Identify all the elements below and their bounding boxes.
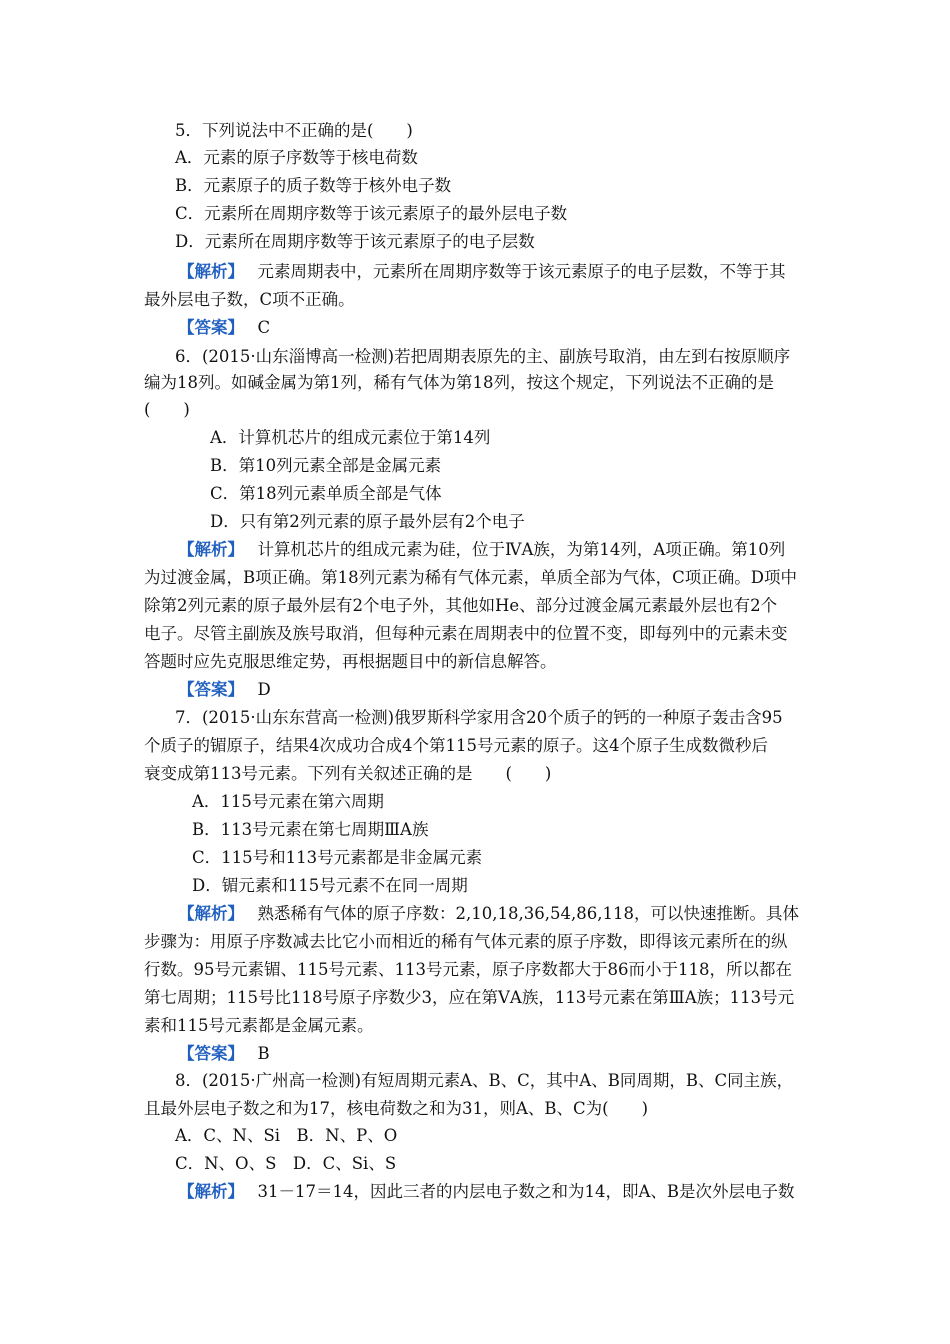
answer-tag: 【答案】 (178, 1044, 236, 1063)
q7-stem-line-1: 7．(2015·山东东营高一检测)俄罗斯科学家用含20个质子的钙的一种原子轰击含95 (175, 708, 783, 727)
q6-analysis-text: 计算机芯片的组成元素为硅，位于ⅣA族，为第14列，A项正确。第10列 (257, 540, 786, 559)
q7-analysis-line-2: 步骤为：用原子序数减去比它小而相近的稀有气体元素的原子序数，即得该元素所在的纵 (144, 932, 788, 951)
q6-answer: D (257, 680, 271, 699)
q6-option-b: B．第10列元素全部是金属元素 (210, 456, 442, 475)
q6-stem-line-3: ( ) (144, 400, 190, 419)
answer-tag: 【答案】 (178, 680, 236, 699)
q6-analysis-line-1 (178, 540, 785, 560)
analysis-tag: 【解析】 (178, 1182, 236, 1201)
q8-options-line-2: C．N、O、S D．C、Si、S (175, 1154, 397, 1173)
q7-analysis-line-4: 第七周期；115号比118号原子序数少3，应在第ⅤA族，113号元素在第ⅢA族；113号元 (144, 988, 795, 1007)
q6-analysis-line-2: 为过渡金属，B项正确。第18列元素为稀有气体元素，单质全部为气体，C项正确。D项中 (144, 568, 797, 587)
q5-option-b: B．元素原子的质子数等于核外电子数 (175, 176, 452, 195)
q7-option-d: D．镅元素和115号元素不在同一周期 (192, 876, 468, 895)
q7-stem-line-2: 个质子的镅原子，结果4次成功合成4个第115号元素的原子。这4个原子生成数微秒后 (144, 736, 768, 755)
q6-answer-line (178, 680, 271, 700)
q6-analysis-line-4: 电子。尽管主副族及族号取消，但每种元素在周期表中的位置不变，即每列中的元素未变 (144, 624, 788, 643)
answer-tag: 【答案】 (178, 318, 236, 337)
q5-stem: 5．下列说法中不正确的是( ) (175, 121, 413, 140)
q8-stem-line-1: 8．(2015·广州高一检测)有短周期元素A、B、C，其中A、B同周期，B、C同主族， (175, 1071, 794, 1090)
analysis-tag: 【解析】 (178, 904, 236, 923)
q8-analysis-text: 31－17＝14，因此三者的内层电子数之和为14，即A、B是次外层电子数 (257, 1182, 795, 1201)
q6-option-c: C．第18列元素单质全部是气体 (210, 484, 442, 503)
q6-option-d: D．只有第2列元素的原子最外层有2个电子 (210, 512, 525, 531)
q5-option-a: A．元素的原子序数等于核电荷数 (175, 148, 418, 167)
q6-stem-line-1: 6．(2015·山东淄博高一检测)若把周期表原先的主、副族号取消，由左到右按原顺序 (175, 347, 791, 366)
q7-analysis-line-1 (178, 904, 799, 924)
analysis-tag: 【解析】 (178, 262, 236, 281)
q5-answer-line (178, 318, 270, 338)
q8-stem-line-2: 且最外层电子数之和为17，核电荷数之和为31，则A、B、C为( ) (144, 1099, 649, 1118)
analysis-tag: 【解析】 (178, 540, 236, 559)
q6-analysis-line-5: 答题时应先克服思维定势，再根据题目中的新信息解答。 (144, 652, 557, 671)
q5-analysis-line-2: 最外层电子数，C项不正确。 (144, 290, 355, 309)
q7-option-a: A．115号元素在第六周期 (192, 792, 384, 811)
q7-option-c: C．115号和113号元素都是非金属元素 (192, 848, 483, 867)
q8-analysis-line-1 (178, 1182, 795, 1202)
q7-analysis-line-3: 行数。95号元素镅、115号元素、113号元素，原子序数都大于86而小于118，所以都在 (144, 960, 792, 979)
q6-option-a: A．计算机芯片的组成元素位于第14列 (210, 428, 491, 447)
q5-option-d: D．元素所在周期序数等于该元素原子的电子层数 (175, 232, 535, 251)
q5-option-c: C．元素所在周期序数等于该元素原子的最外层电子数 (175, 204, 568, 223)
q6-analysis-line-3: 除第2列元素的原子最外层有2个电子外，其他如He、部分过渡金属元素最外层也有2个 (144, 596, 778, 615)
q7-stem-line-3: 衰变成第113号元素。下列有关叙述正确的是 ( ) (144, 764, 552, 783)
q7-analysis-line-5: 素和115号元素都是金属元素。 (144, 1016, 374, 1035)
q7-answer: B (257, 1044, 270, 1063)
q8-options-line-1: A．C、N、Si B．N、P、O (175, 1126, 398, 1145)
q6-stem-line-2: 编为18列。如碱金属为第1列，稀有气体为第18列，按这个规定，下列说法不正确的是 (144, 373, 774, 392)
q5-analysis-text: 元素周期表中，元素所在周期序数等于该元素原子的电子层数，不等于其 (257, 262, 786, 281)
q5-analysis-line-1 (178, 262, 786, 282)
q7-analysis-text: 熟悉稀有气体的原子序数：2,10,18,36,54,86,118，可以快速推断。具体 (257, 904, 799, 923)
q7-answer-line (178, 1044, 270, 1064)
q7-option-b: B．113号元素在第七周期ⅢA族 (192, 820, 429, 839)
q5-answer: C (257, 318, 271, 337)
